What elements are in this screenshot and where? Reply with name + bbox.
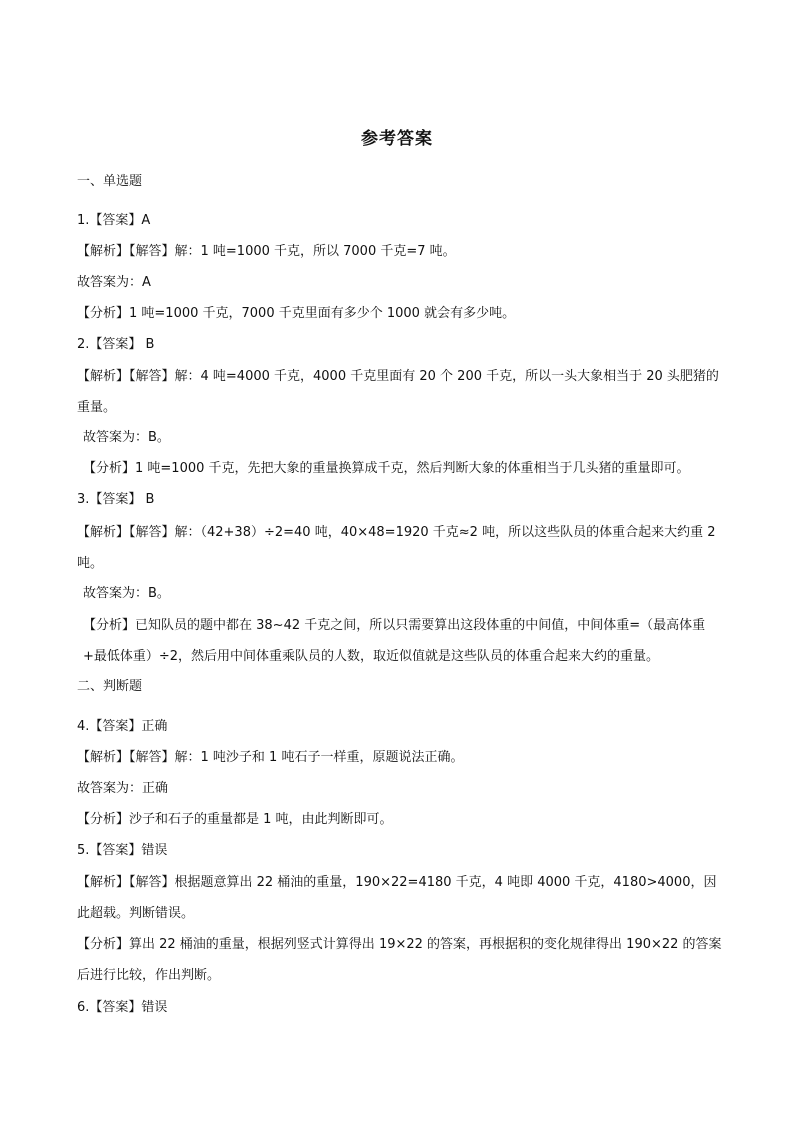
q1-conclusion: 故答案为：A [77, 275, 151, 290]
q5-analysis: 【解析】【解答】根据题意算出 22 桶油的重量，190×22=4180 千克，4 吨即 4000 千克，4180>4000，因此超载。判断错误。 [77, 875, 717, 921]
q3-analysis: 【解析】【解答】解：（42+38）÷2=40 吨，40×48=1920 千克≈2 吨，所以这些队员的体重合起来大约重 2 吨。 [77, 525, 716, 571]
page-title: 参考答案 [361, 129, 433, 149]
q6-answer: 6.【答案】错误 [77, 1000, 168, 1015]
q3-fenxi: 【分析】已知队员的题中都在 38~42 千克之间，所以只需要算出这段体重的中间值，中间体重=（最高体重+最低体重）÷2，然后用中间体重乘队员的人数，取近似值就是这些队员的体重合起来大约的重量。 [83, 618, 706, 664]
q2-analysis: 【解析】【解答】解：4 吨=4000 千克，4000 千克里面有 20 个 200 千克，所以一头大象相当于 20 头肥猪的重量。 [77, 369, 719, 415]
q2-conclusion: 故答案为：B。 [83, 430, 170, 445]
q1-fenxi: 【分析】1 吨=1000 千克，7000 千克里面有多少个 1000 就会有多少吨。 [77, 306, 516, 321]
q5-answer: 5.【答案】错误 [77, 843, 168, 858]
q5-fenxi: 【分析】算出 22 桶油的重量，根据列竖式计算得出 19×22 的答案，再根据积的变化规律得出 190×22 的答案后进行比较，作出判断。 [77, 937, 722, 983]
q3-conclusion: 故答案为：B。 [83, 586, 170, 601]
q1-analysis: 【解析】【解答】解：1 吨=1000 千克，所以 7000 千克=7 吨。 [77, 244, 456, 259]
q4-analysis: 【解析】【解答】解：1 吨沙子和 1 吨石子一样重，原题说法正确。 [77, 750, 464, 765]
q2-fenxi: 【分析】1 吨=1000 千克，先把大象的重量换算成千克，然后判断大象的体重相当于几头猪的重量即可。 [83, 461, 690, 476]
q4-conclusion: 故答案为：正确 [77, 781, 169, 796]
q2-answer: 2.【答案】 B [77, 337, 155, 352]
section-heading-true-false: 二、判断题 [77, 679, 143, 694]
q4-fenxi: 【分析】沙子和石子的重量都是 1 吨，由此判断即可。 [77, 812, 393, 827]
section-heading-single-choice: 一、单选题 [77, 174, 143, 189]
q3-answer: 3.【答案】 B [77, 492, 155, 507]
q1-answer: 1.【答案】A [77, 213, 151, 228]
q4-answer: 4.【答案】正确 [77, 719, 168, 734]
